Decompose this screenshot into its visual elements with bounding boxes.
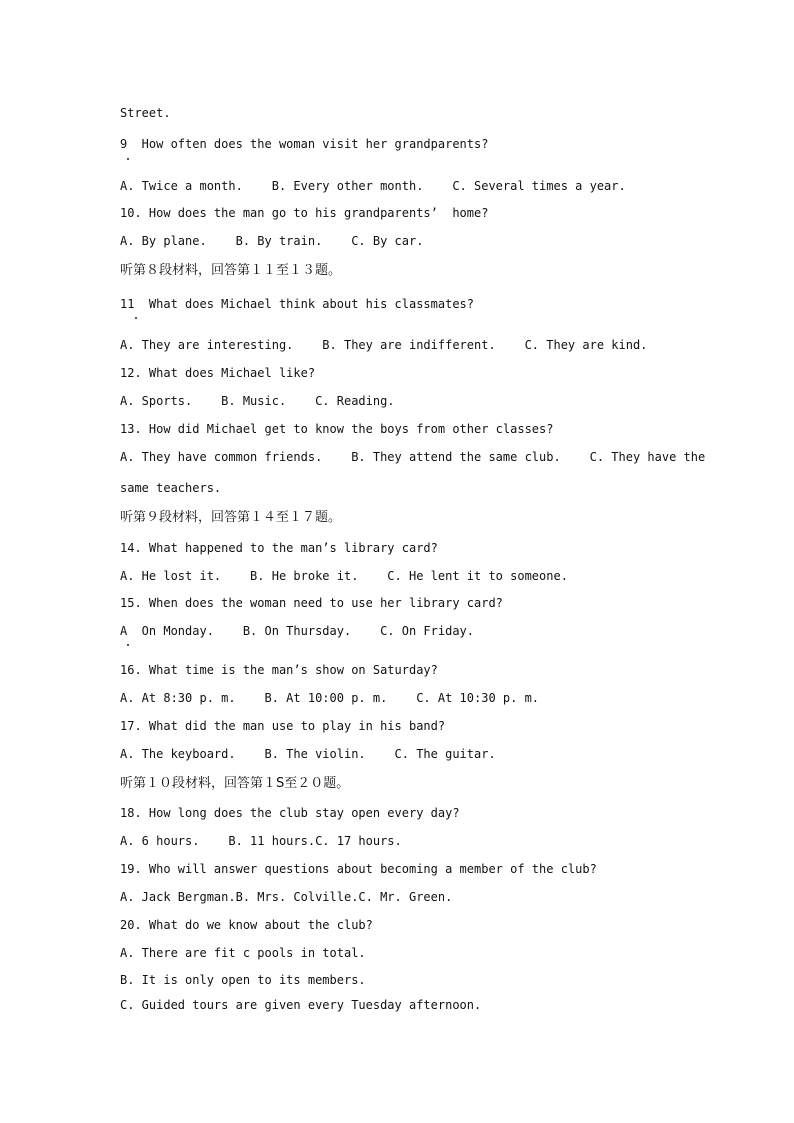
option-20-b: B. It is only open to its members. [120, 973, 366, 987]
question-13: 13. How did Michael get to know the boys from other classes? [120, 422, 554, 436]
stray-mark [127, 158, 129, 160]
question-15: 15. When does the woman need to use her library card? [120, 596, 503, 610]
question-12: 12. What does Michael like? [120, 366, 316, 380]
options-13: A. They have common friends. B. They attend the same club. C. They have the [120, 450, 706, 464]
question-10: 10. How does the man go to his grandparents’ home? [120, 206, 489, 220]
options-16: A. At 8:30 p. m. B. At 10:00 p. m. C. At 10:30 p. m. [120, 691, 540, 705]
options-9: A. Twice a month. B. Every other month. C. Several times a year. [120, 179, 626, 193]
section-heading-8: 听第８段材料，回答第１１至１３题。 [120, 263, 342, 278]
question-9: 9 How often does the woman visit her grandparents? [120, 137, 489, 151]
options-13-continued: same teachers. [120, 481, 222, 495]
question-19: 19. Who will answer questions about becoming a member of the club? [120, 862, 597, 876]
stray-mark [127, 644, 129, 646]
stray-mark [135, 317, 137, 319]
options-10: A. By plane. B. By train. C. By car. [120, 234, 424, 248]
section-heading-9: 听第９段材料，回答第１４至１７题。 [120, 510, 342, 525]
option-20-a: A. There are fit c pools in total. [120, 946, 366, 960]
question-16: 16. What time is the man’s show on Saturday? [120, 663, 438, 677]
option-20-c: C. Guided tours are given every Tuesday afternoon. [120, 998, 482, 1012]
options-18: A. 6 hours. B. 11 hours.C. 17 hours. [120, 834, 402, 848]
question-11: 11 What does Michael think about his classmates? [120, 297, 475, 311]
question-20: 20. What do we know about the club? [120, 918, 373, 932]
options-15: A On Monday. B. On Thursday. C. On Friday. [120, 624, 475, 638]
section-heading-10: 听第１０段材料，回答第１S至２０题。 [120, 776, 350, 791]
options-17: A. The keyboard. B. The violin. C. The guitar. [120, 747, 496, 761]
question-17: 17. What did the man use to play in his band? [120, 719, 446, 733]
question-18: 18. How long does the club stay open every day? [120, 806, 460, 820]
options-19: A. Jack Bergman.B. Mrs. Colville.C. Mr. Green. [120, 890, 453, 904]
question-14: 14. What happened to the man’s library card? [120, 541, 438, 555]
text-line-street: Street. [120, 106, 171, 120]
options-12: A. Sports. B. Music. C. Reading. [120, 394, 395, 408]
options-11: A. They are interesting. B. They are indifferent. C. They are kind. [120, 338, 648, 352]
options-14: A. He lost it. B. He broke it. C. He lent it to someone. [120, 569, 568, 583]
